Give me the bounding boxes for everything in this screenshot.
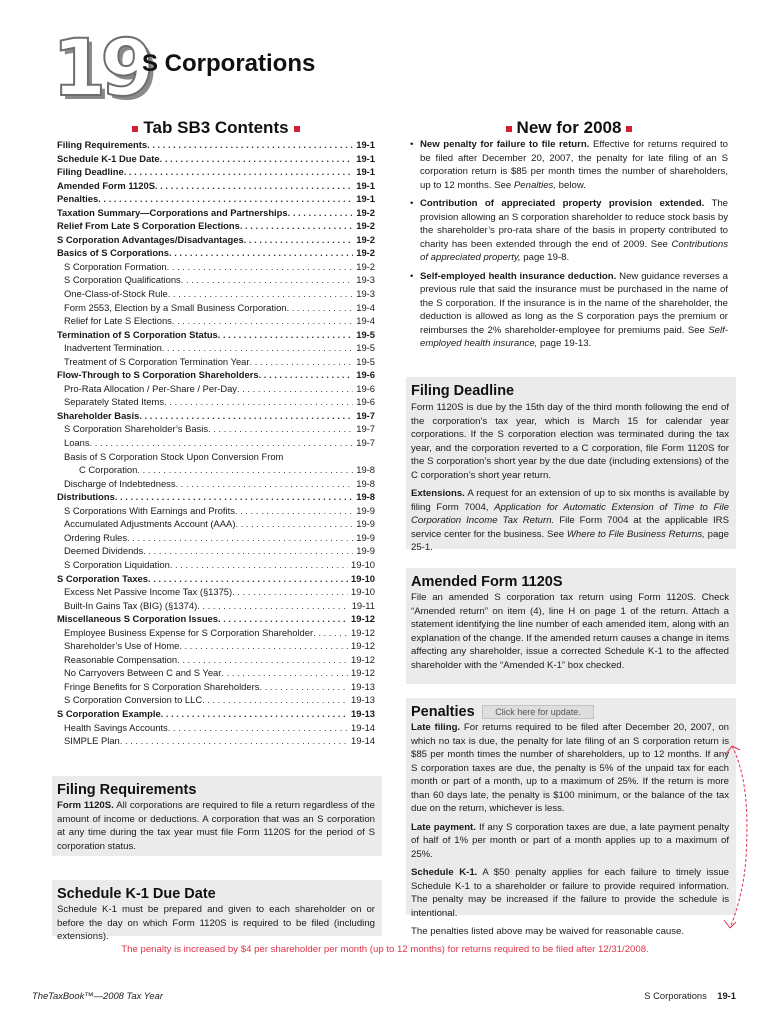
toc-entry[interactable] (57, 626, 375, 640)
toc-entry-title: Amended Form 1120S (57, 179, 155, 191)
toc-entry[interactable] (57, 544, 375, 558)
toc-entry-title: Separately Stated Items (64, 396, 165, 408)
toc-entry[interactable] (57, 328, 375, 342)
toc-entry-page: 19-2 (356, 220, 375, 232)
toc-entry[interactable] (57, 653, 375, 667)
amended-title: Amended Form 1120S (411, 574, 563, 590)
toc-entry-page: 19-3 (356, 288, 375, 300)
toc-entry-title: Schedule K-1 Due Date (57, 152, 160, 164)
toc-leader-dots (288, 206, 354, 220)
toc-entry[interactable] (57, 233, 375, 247)
toc-entry-title: Shareholder’s Use of Home (64, 640, 180, 652)
toc-entry-page: 19-8 (356, 464, 375, 476)
toc-entry-page: 19-10 (351, 586, 375, 598)
footer-chapter: S Corporations (644, 990, 707, 1001)
toc-entry-title: Flow-Through to S Corporation Shareholders (57, 369, 259, 381)
toc-entry-page: 19-8 (356, 477, 375, 489)
new-bullet-item: • Contribution of appreciated property provision extended. The provision allowing an S corporation shareholder to reduce stock basis by the shareholder’s pro-rata share of the basis in property contributed to charity has been extended through the end of 2009. See Contributions of appreciated property, page 19-8. (410, 197, 728, 265)
toc-leader-dots (218, 612, 348, 626)
new-bullet-item: • New penalty for failure to file return. Effective for returns required to be filed after December 20, 2007, the penalty for late filing of an S corporation return is $85 per month times the number of shareholders, up to 12 months. See Penalties, below. (410, 138, 728, 192)
toc-entry-page: 19-10 (351, 558, 375, 570)
toc-leader-dots (221, 666, 348, 680)
toc-entry-title: Reasonable Compensation (64, 653, 178, 665)
filing-deadline-p1: Form 1120S is due by the 15th day of the third month following the end of the corporation’s tax year, which is March 15 for calendar year corporations. If the S corporation election was terminated during the tax year, and the corporation reverted to a C corporation, file Form 1120S for the S corporation’s short year by the due date (including extensions) of the C corporation’s short year return. (411, 402, 729, 481)
update-button[interactable]: Click here for update. (482, 705, 594, 719)
toc-entry-title: Discharge of Indebtedness (64, 477, 176, 489)
toc-entry-page: 19-5 (356, 328, 375, 340)
toc-entry-title: Shareholder Basis (57, 409, 140, 421)
toc-leader-dots (160, 152, 354, 166)
toc-entry-title: One-Class-of-Stock Rule (64, 288, 168, 300)
footer-page: 19-1 (717, 990, 736, 1001)
toc-entry[interactable] (57, 301, 375, 315)
late-payment-para: Late payment. If any S corporation taxes are due, a late payment penalty of half of 1% per month or part of a month applies up to a maximum of 25%. (411, 821, 729, 860)
toc-entry-title: Basis of S Corporation Stock Upon Conversion From (64, 450, 284, 462)
toc-entry-title: Penalties (57, 193, 99, 205)
toc-entry[interactable] (57, 707, 375, 721)
toc-entry[interactable] (57, 693, 375, 707)
footer-right (644, 990, 736, 1001)
new-bullet-item: • Self-employed health insurance deduction. New guidance reverses a previous rule that said the insurance must be purchased in the name of the S corporation. If the insurance is in the name of the shareholder, the deduction is allowed as long as the S corporation pays the premium or reimburses the 2% shareholder-employee for premiums paid. See Self-employed health insurance, page 19-13. (410, 270, 728, 351)
toc-entry-page: 19-4 (356, 315, 375, 327)
toc-entry-page: 19-6 (356, 382, 375, 394)
toc-entry[interactable] (57, 206, 375, 220)
toc-entry-page: 19-12 (351, 626, 375, 638)
penalties-text (411, 721, 729, 944)
toc-entry[interactable] (57, 585, 375, 599)
k1-due-text: Schedule K-1 must be prepared and given to each shareholder on or before the day on which Form 1120S is required to be filed (including extensions). (57, 904, 375, 942)
toc-entry-title: S Corporation Example (57, 707, 161, 719)
toc-entry-title: Filing Requirements (57, 139, 148, 150)
toc-entry-title: Relief From Late S Corporation Elections (57, 220, 240, 232)
toc-leader-dots (155, 179, 353, 193)
filing-deadline-p2: Extensions. A request for an extension of up to six months is available by filing Form 7004, Application for Automatic Extension of Time to File Corporation Income Tax Return. File Form 7004 at the applicable IRS service center for the business. See Where to File Business Returns, page 25-1. (411, 488, 729, 553)
chapter-number: 19 (52, 24, 149, 114)
footer-left: TheTaxBook™—2008 Tax Year (32, 990, 163, 1001)
toc-leader-dots (148, 572, 348, 586)
toc-entry[interactable] (57, 450, 375, 464)
toc-entry-page: 19-4 (356, 301, 375, 313)
toc-entry-page: 19-7 (356, 409, 375, 421)
toc-entry-page: 19-12 (351, 640, 375, 652)
toc-entry-title: Deemed Dividends (64, 545, 144, 557)
toc-leader-dots (143, 544, 353, 558)
toc-entry[interactable] (57, 138, 375, 152)
toc-entry-page: 19-2 (356, 233, 375, 245)
schedule-k1-para: Schedule K-1. A $50 penalty applies for each failure to timely issue Schedule K-1 to a shareholder or failure to provide required information. The penalty may be increased if the failure to provide the schedule is intentional. (411, 867, 729, 919)
toc-entry-page: 19-1 (356, 193, 375, 205)
filing-requirements-text: Form 1120S. All corporations are required to file a return regardless of the amount of income or deductions. A corporation that was an S corporation at any time during the tax year must file Form 1120S for the period of S corporation status. (57, 800, 375, 852)
toc-entry[interactable] (57, 368, 375, 382)
toc-entry[interactable] (57, 192, 375, 206)
toc-leader-dots (172, 314, 353, 328)
toc-leader-dots (90, 436, 354, 450)
toc-leader-dots (167, 260, 354, 274)
toc-leader-dots (235, 517, 353, 531)
late-filing-para: Late filing. For returns required to be filed after December 20, 2007, on which no tax is due, the penalty for late filing of an S corporation return is $85 per month times the number of shareholders, up to 12 months. If any S corporation taxes are due, the penalty is 5% of the unpaid tax for each month or part of a month, up to a maximum of 25%. If the return is more than 60 days late, the penalty is $100 minimum, or the balance of the tax due on the return, whichever is less. (411, 722, 730, 814)
toc-entry-page: 19-9 (356, 531, 375, 543)
toc-leader-dots (244, 233, 354, 247)
toc-entry[interactable] (57, 395, 375, 409)
toc-leader-dots (179, 639, 348, 653)
toc-entry-title: S Corporations With Earnings and Profits (64, 504, 235, 516)
toc-entry-page: 19-12 (351, 653, 375, 665)
toc-entry-title: SIMPLE Plan (64, 735, 120, 747)
toc-entry-title: Miscellaneous S Corporation Issues (57, 613, 218, 625)
toc-leader-dots (237, 382, 353, 396)
toc-entry-page: 19-12 (351, 613, 375, 625)
toc-entry-page: 19-2 (356, 247, 375, 259)
toc-entry-page: 19-1 (356, 152, 375, 164)
filing-requirements-title: Filing Requirements (57, 782, 197, 798)
toc-leader-dots (283, 450, 372, 464)
toc-entry[interactable] (57, 558, 375, 572)
toc-entry[interactable] (57, 734, 375, 748)
penalty-update-note: The penalty is increased by $4 per shareholder per month (up to 12 months) for returns required to be filed after 12/31/2008. (121, 944, 649, 955)
toc-entry-page: 19-9 (356, 545, 375, 557)
toc-entry-page: 19-14 (351, 721, 375, 733)
toc-entry-page: 19-5 (356, 342, 375, 354)
toc-entry[interactable] (57, 477, 375, 491)
toc-entry-title: S Corporation Shareholder’s Basis (64, 423, 209, 435)
toc-entry-title: S Corporation Taxes (57, 572, 148, 584)
toc-entry-page: 19-13 (351, 694, 375, 706)
toc-leader-dots (218, 328, 353, 342)
toc-entry[interactable] (57, 612, 375, 626)
red-square-icon (506, 126, 512, 132)
toc-entry-title: Termination of S Corporation Status (57, 328, 218, 340)
toc-entry[interactable] (57, 355, 375, 369)
toc-entry-title: Excess Net Passive Income Tax (§1375) (64, 586, 233, 598)
toc-leader-dots (208, 422, 353, 436)
toc-leader-dots (240, 219, 353, 233)
toc-entry-page: 19-12 (351, 667, 375, 679)
toc-entry-page: 19-9 (356, 518, 375, 530)
toc-entry-page: 19-11 (351, 599, 375, 611)
toc-entry[interactable] (57, 572, 375, 586)
toc-leader-dots (162, 341, 353, 355)
toc-entry-title: Relief for Late S Elections (64, 315, 172, 327)
toc-entry-page: 19-7 (356, 437, 375, 449)
toc-entry[interactable] (57, 666, 375, 680)
toc-entry-page: 19-7 (356, 423, 375, 435)
toc-entry[interactable] (57, 531, 375, 545)
toc-leader-dots (232, 585, 348, 599)
toc-leader-dots (313, 626, 348, 640)
toc-title: Tab SB3 Contents (143, 118, 289, 137)
toc-entry-title: Loans (64, 437, 90, 449)
toc-entry-page: 19-3 (356, 274, 375, 286)
toc-entry-title: Pro-Rata Allocation / Per-Share / Per-Day (64, 382, 237, 394)
toc-entry-page: 19-10 (351, 572, 375, 584)
filing-deadline-title: Filing Deadline (411, 383, 515, 399)
toc-entry-title: Health Savings Accounts (64, 721, 168, 733)
toc-entry-title: Ordering Rules (64, 531, 128, 543)
toc-leader-dots (250, 355, 354, 369)
toc-entry-title: S Corporation Qualifications (64, 274, 181, 286)
toc-leader-dots (139, 409, 353, 423)
toc-leader-dots (177, 653, 348, 667)
red-square-icon (132, 126, 138, 132)
toc-entry-title: Taxation Summary—Corporations and Partnerships (57, 206, 288, 218)
toc-entry[interactable] (57, 490, 375, 504)
toc-entry[interactable] (57, 287, 375, 301)
toc-entry-page: 19-13 (351, 680, 375, 692)
toc-entry-page: 19-9 (356, 504, 375, 516)
toc-entry-title: Form 2553, Election by a Small Business Corporation (64, 301, 287, 313)
table-of-contents (57, 138, 375, 748)
toc-leader-dots (137, 463, 353, 477)
toc-entry-title: Fringe Benefits for S Corporation Shareholders (64, 680, 260, 692)
toc-entry-title: S Corporation Conversion to LLC (64, 694, 203, 706)
new-for-2008-list (410, 138, 728, 356)
toc-leader-dots (115, 490, 353, 504)
toc-entry-page: 19-1 (356, 139, 375, 150)
toc-leader-dots (164, 395, 353, 409)
toc-entry-page: 19-2 (356, 206, 375, 218)
toc-entry[interactable] (57, 246, 375, 260)
toc-leader-dots (259, 680, 348, 694)
toc-entry-page: 19-6 (356, 369, 375, 381)
toc-entry[interactable] (57, 314, 375, 328)
toc-leader-dots (169, 246, 353, 260)
toc-entry-title: Basics of S Corporations (57, 247, 170, 259)
toc-entry[interactable] (57, 680, 375, 694)
toc-entry-title: S Corporation Advantages/Disadvantages (57, 233, 244, 245)
new-heading (408, 118, 730, 138)
toc-leader-dots (170, 558, 348, 572)
toc-entry[interactable] (57, 721, 375, 735)
toc-leader-dots (161, 707, 348, 721)
new-title: New for 2008 (516, 118, 622, 137)
toc-entry-page: 19-13 (351, 707, 375, 719)
toc-entry[interactable] (57, 504, 375, 518)
toc-entry-page: 19-14 (351, 735, 375, 747)
toc-leader-dots (124, 165, 354, 179)
toc-entry[interactable] (57, 517, 375, 531)
toc-leader-dots (176, 477, 354, 491)
toc-entry-page: 19-6 (356, 396, 375, 408)
toc-entry[interactable] (57, 219, 375, 233)
toc-leader-dots (168, 287, 354, 301)
toc-entry-title: Accumulated Adjustments Account (AAA) (64, 518, 236, 530)
toc-entry-title: Inadvertent Termination (64, 342, 162, 354)
toc-leader-dots (235, 504, 353, 518)
toc-leader-dots (98, 192, 353, 206)
toc-entry[interactable] (57, 273, 375, 287)
toc-entry-page: 19-8 (356, 491, 375, 503)
toc-leader-dots (181, 273, 354, 287)
toc-entry[interactable] (57, 409, 375, 423)
toc-entry[interactable] (57, 599, 375, 613)
red-square-icon (626, 126, 632, 132)
penalties-title: Penalties (411, 704, 475, 720)
toc-entry-title: S Corporation Liquidation (64, 558, 170, 570)
toc-entry[interactable] (57, 422, 375, 436)
toc-entry-page: 19-1 (356, 179, 375, 191)
toc-leader-dots (202, 693, 348, 707)
amended-text: File an amended S corporation tax return using Form 1120S. Check “Amended return” on item (4), line H on page 1 of the return. Attach a statement identifying the line number of each amended item, along with an explanation of the change. If the amended return causes a change in items affecting any shareholder, issue a corrected Schedule K-1 to the affected shareholder with the “Amended K-1” box checked. (411, 592, 729, 671)
toc-entry-page: 19-1 (356, 166, 375, 178)
toc-entry-page: 19-2 (356, 260, 375, 272)
toc-entry-title: Employee Business Expense for S Corporation Shareholder (64, 626, 314, 638)
toc-leader-dots (197, 599, 349, 613)
toc-entry[interactable] (57, 382, 375, 396)
toc-leader-dots (168, 721, 348, 735)
toc-leader-dots (259, 368, 354, 382)
toc-entry[interactable] (57, 436, 375, 450)
chapter-title: S Corporations (142, 50, 316, 77)
toc-entry[interactable] (57, 152, 375, 166)
toc-entry-title: Distributions (57, 491, 115, 503)
toc-entry[interactable] (57, 179, 375, 193)
toc-entry-title: Filing Deadline (57, 166, 124, 178)
toc-leader-dots (147, 138, 353, 152)
toc-leader-dots (127, 531, 353, 545)
toc-entry-title: C Corporation (79, 464, 138, 476)
filing-deadline-text (411, 401, 729, 560)
toc-entry[interactable] (57, 341, 375, 355)
red-square-icon (294, 126, 300, 132)
toc-entry-title: Treatment of S Corporation Termination Year (64, 355, 250, 367)
k1-due-title: Schedule K-1 Due Date (57, 886, 216, 902)
toc-entry[interactable] (57, 260, 375, 274)
toc-entry[interactable] (57, 165, 375, 179)
toc-entry-title: S Corporation Formation (64, 260, 167, 272)
waiver-para: The penalties listed above may be waived for reasonable cause. (411, 926, 685, 937)
toc-heading (57, 118, 375, 138)
toc-entry-page: 19-5 (356, 355, 375, 367)
toc-leader-dots (120, 734, 348, 748)
toc-entry[interactable] (57, 639, 375, 653)
toc-entry-page (372, 450, 375, 464)
toc-entry[interactable] (57, 463, 375, 477)
toc-entry-title: No Carryovers Between C and S Year (64, 667, 222, 679)
annotation-arrow-icon (718, 738, 758, 938)
toc-leader-dots (287, 301, 354, 315)
toc-entry-title: Built-In Gains Tax (BIG) (§1374) (64, 599, 198, 611)
